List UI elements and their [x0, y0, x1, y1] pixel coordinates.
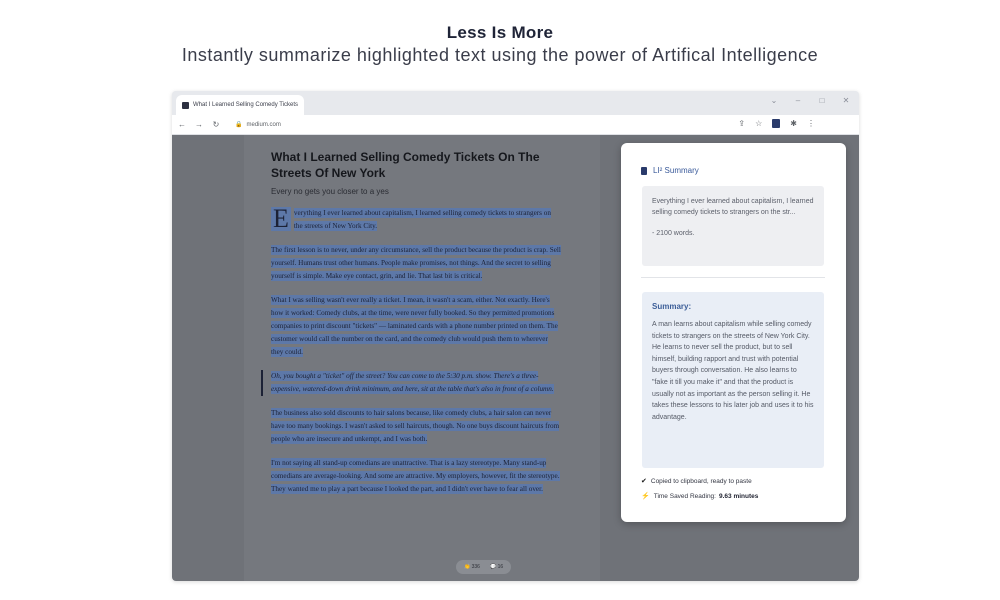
- close-icon[interactable]: ✕: [842, 96, 850, 105]
- clap-button[interactable]: 👏 336: [464, 564, 480, 570]
- browser-toolbar: [172, 115, 859, 135]
- summary-label: Summary:: [652, 302, 692, 311]
- hero-title: Less Is More: [446, 23, 554, 42]
- star-icon[interactable]: ☆: [755, 119, 763, 128]
- clap-count: 336: [471, 564, 480, 570]
- article-paragraph[interactable]: The first lesson is to never, under any circumstance, sell the product because the product is crap. Sell yourself. Humans trust other humans. People make promises, not things. And the secret to selling yourself is simple. Make eye contact, grin, and lie. That last bit is critical.: [271, 246, 561, 280]
- panel-header: [641, 166, 699, 175]
- puzzle-icon[interactable]: ✱: [790, 119, 797, 128]
- article-paragraph[interactable]: What I was selling wasn't ever really a ticket. I mean, it wasn't a scam, either. Not exactly. Here's how it worked: Comedy clubs, at the time, were never fully booked. So they permitted promotions companies to print discount "tickets" — laminated cards with a phone number printed on them. The customer would call the number on the card, and the comedy club would push them to wherever they could.: [271, 296, 558, 356]
- article-blockquote[interactable]: Oh, you bought a "ticket" off the street? You can come to the 5:30 p.m. show. There's a three-expensive, watered-down drink minimum, and here, sit at the table that's also in front of a column.: [261, 370, 561, 396]
- minimize-icon[interactable]: –: [795, 96, 801, 105]
- medium-favicon-icon: [182, 102, 189, 109]
- menu-icon[interactable]: ⋮: [807, 119, 815, 128]
- forward-icon[interactable]: →: [195, 120, 203, 129]
- toolbar-icons: [738, 119, 815, 128]
- tab-bar: [172, 91, 859, 115]
- back-icon[interactable]: ←: [178, 120, 186, 129]
- excerpt-box: [642, 186, 824, 266]
- engagement-bar: [456, 560, 511, 574]
- time-saved-value: 9.63 minutes: [718, 492, 759, 500]
- article-paragraph[interactable]: E verything I ever learned about capitalism, I learned selling comedy tickets to strangers on the streets of New York City.: [273, 204, 551, 233]
- copied-status-text: Copied to clipboard, ready to paste: [650, 477, 752, 485]
- address-bar[interactable]: [229, 118, 764, 132]
- time-saved-label: Time Saved Reading:: [653, 492, 716, 500]
- hero-subtitle: Instantly summarize highlighted text using the power of Artifical Intelligence: [181, 45, 819, 65]
- page-content: [172, 135, 859, 581]
- word-count: - 2100 words.: [652, 230, 695, 237]
- lock-icon: 🔒: [235, 122, 243, 128]
- url-text: medium.com: [246, 121, 281, 128]
- article-title: What I Learned Selling Comedy Tickets On The Streets Of New York: [271, 150, 540, 180]
- excerpt-text: Everything I ever learned about capitalism, I learned selling comedy tickets to strangers on the str...: [652, 198, 814, 216]
- article-paragraph[interactable]: I'm not saying all stand-up comedians are unattractive. That is a lazy stereotype. Many stand-up comedians are average-looking. And some are attractive. My employers, however, fit the stereotype. They wanted me to play a part because I looked the part, and I didn't ever have to fear all over.: [271, 459, 560, 493]
- summary-box[interactable]: [642, 292, 824, 468]
- panel-title: LI² Summary: [653, 166, 699, 175]
- summary-panel: [621, 143, 846, 522]
- check-icon: ✔: [641, 478, 647, 485]
- tab-search-icon[interactable]: ⌄: [770, 96, 778, 105]
- extension-icon[interactable]: [772, 119, 780, 128]
- browser-tab[interactable]: [176, 95, 304, 115]
- tab-title: What I Learned Selling Comedy Tickets: [193, 102, 299, 108]
- article-subtitle: Every no gets you closer to a yes: [271, 187, 389, 196]
- reload-icon[interactable]: ↻: [212, 120, 220, 129]
- comment-count: 16: [497, 564, 504, 570]
- copied-status: [641, 477, 752, 485]
- drop-cap: E: [273, 204, 289, 233]
- summary-text: A man learns about capitalism while selling comedy tickets to strangers on the streets of New York City. He learns to never sell the product, but to sell himself, building rapport and trust with potential buyers through conversation. He also learns to "fake it till you make it" and that the product is usually not as important as the person selling it. He takes these lessons to his later job and uses it to his advantage.: [652, 321, 814, 421]
- time-saved-status: [641, 492, 758, 500]
- comment-button[interactable]: 💬 16: [489, 564, 504, 570]
- window-controls: [769, 96, 851, 105]
- lightning-icon: ⚡: [641, 493, 650, 500]
- browser-window: [172, 91, 859, 581]
- extension-logo-icon: [641, 167, 647, 175]
- maximize-icon[interactable]: □: [819, 96, 825, 105]
- share-icon[interactable]: ⇪: [738, 119, 746, 128]
- divider: [641, 277, 825, 278]
- article: [244, 135, 600, 581]
- article-paragraph[interactable]: The business also sold discounts to hair salons because, like comedy clubs, a hair salon can never have too many bookings. I wasn't asked to sell haircuts, though. No one buys discount haircuts from people who are insecure and unkempt, and I was both.: [271, 409, 560, 443]
